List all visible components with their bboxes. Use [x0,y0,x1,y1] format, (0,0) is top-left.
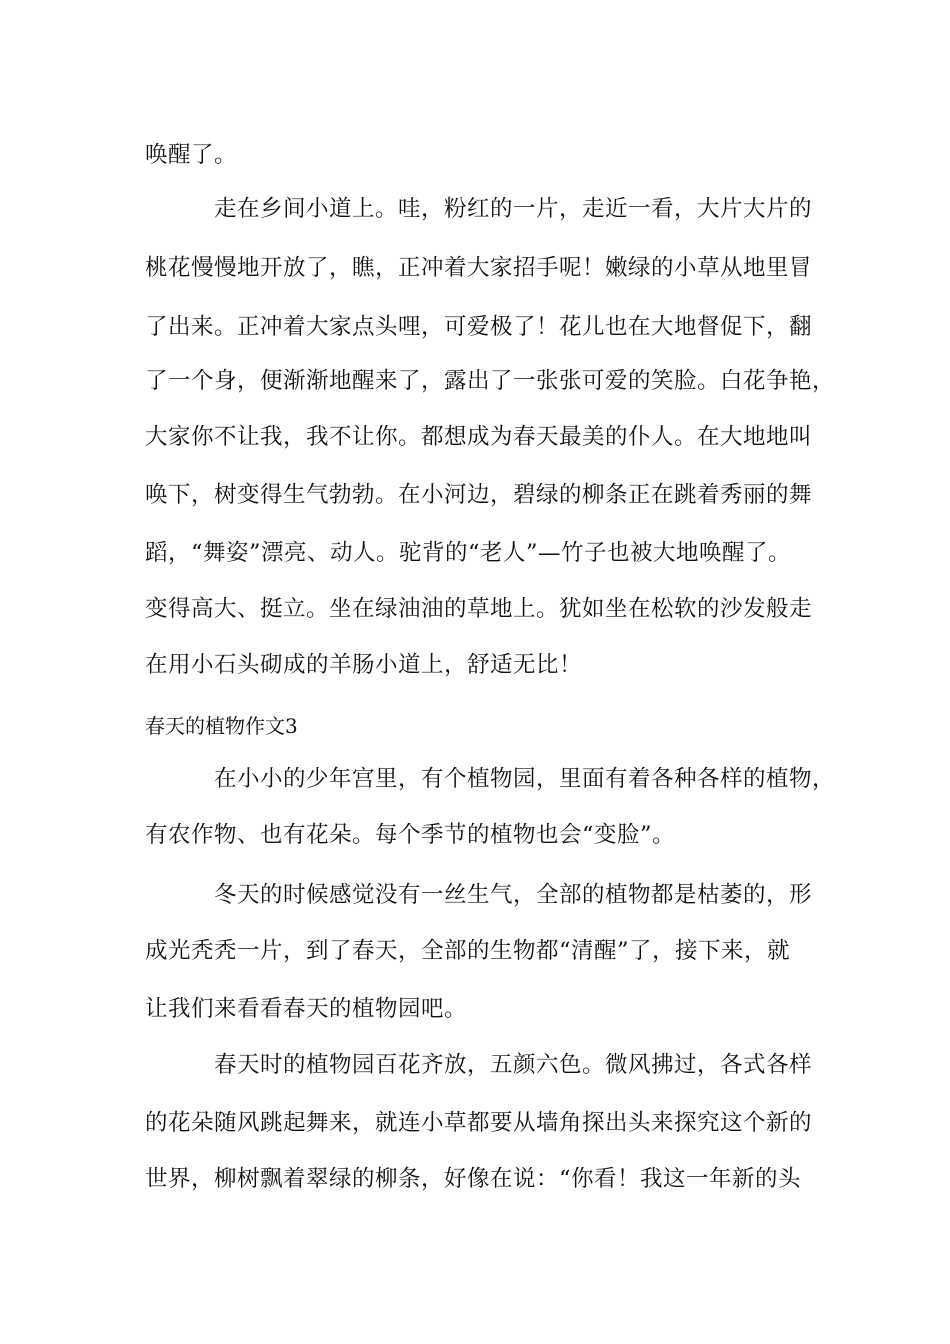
text-line: 大家你不让我，我不让你。都想成为春天最美的仆人。在大地地叫 [145,424,813,450]
text-line: 在小小的少年宫里，有个植物园，里面有着各种各样的植物， [214,766,836,792]
text-line: 春天时的植物园百花齐放，五颜六色。微风拂过，各式各样 [214,1052,813,1078]
text-line: 变得高大、挺立。坐在绿油油的草地上。犹如坐在松软的沙发般走 [145,596,813,622]
text-line: 冬天的时候感觉没有一丝生气，全部的植物都是枯萎的，形 [214,882,813,908]
text-line: 蹈，“舞姿”漂亮、动人。驼背的“老人”—竹子也被大地唤醒了。 [145,540,792,566]
text-line: 唤下，树变得生气勃勃。在小河边，碧绿的柳条正在跳着秀丽的舞 [145,482,813,508]
text-line: 在用小石头砌成的羊肠小道上，舒适无比！ [145,652,583,678]
text-line: 了出来。正冲着大家点头哩，可爱极了！花儿也在大地督促下，翻 [145,314,813,340]
text-line: 唤醒了。 [145,142,238,168]
text-line: 世界，柳树飘着翠绿的柳条，好像在说：“你看！我这一年新的头 [145,1166,802,1192]
text-line: 了一个身，便渐渐地醒来了，露出了一张张可爱的笑脸。白花争艳， [145,368,836,394]
text-line: 有农作物、也有花朵。每个季节的植物也会“变脸”。 [145,822,676,848]
section-title: 春天的植物作文3 [145,714,298,738]
text-line: 让我们来看看春天的植物园吧。 [145,996,468,1022]
text-line: 的花朵随风跳起舞来，就连小草都要从墙角探出头来探究这个新的 [145,1110,813,1136]
text-line: 桃花慢慢地开放了，瞧，正冲着大家招手呢！嫩绿的小草从地里冒 [145,255,813,281]
text-line: 成光秃秃一片，到了春天，全部的生物都“清醒”了，接下来，就 [145,938,791,964]
text-line: 走在乡间小道上。哇，粉红的一片，走近一看，大片大片的 [214,196,813,222]
